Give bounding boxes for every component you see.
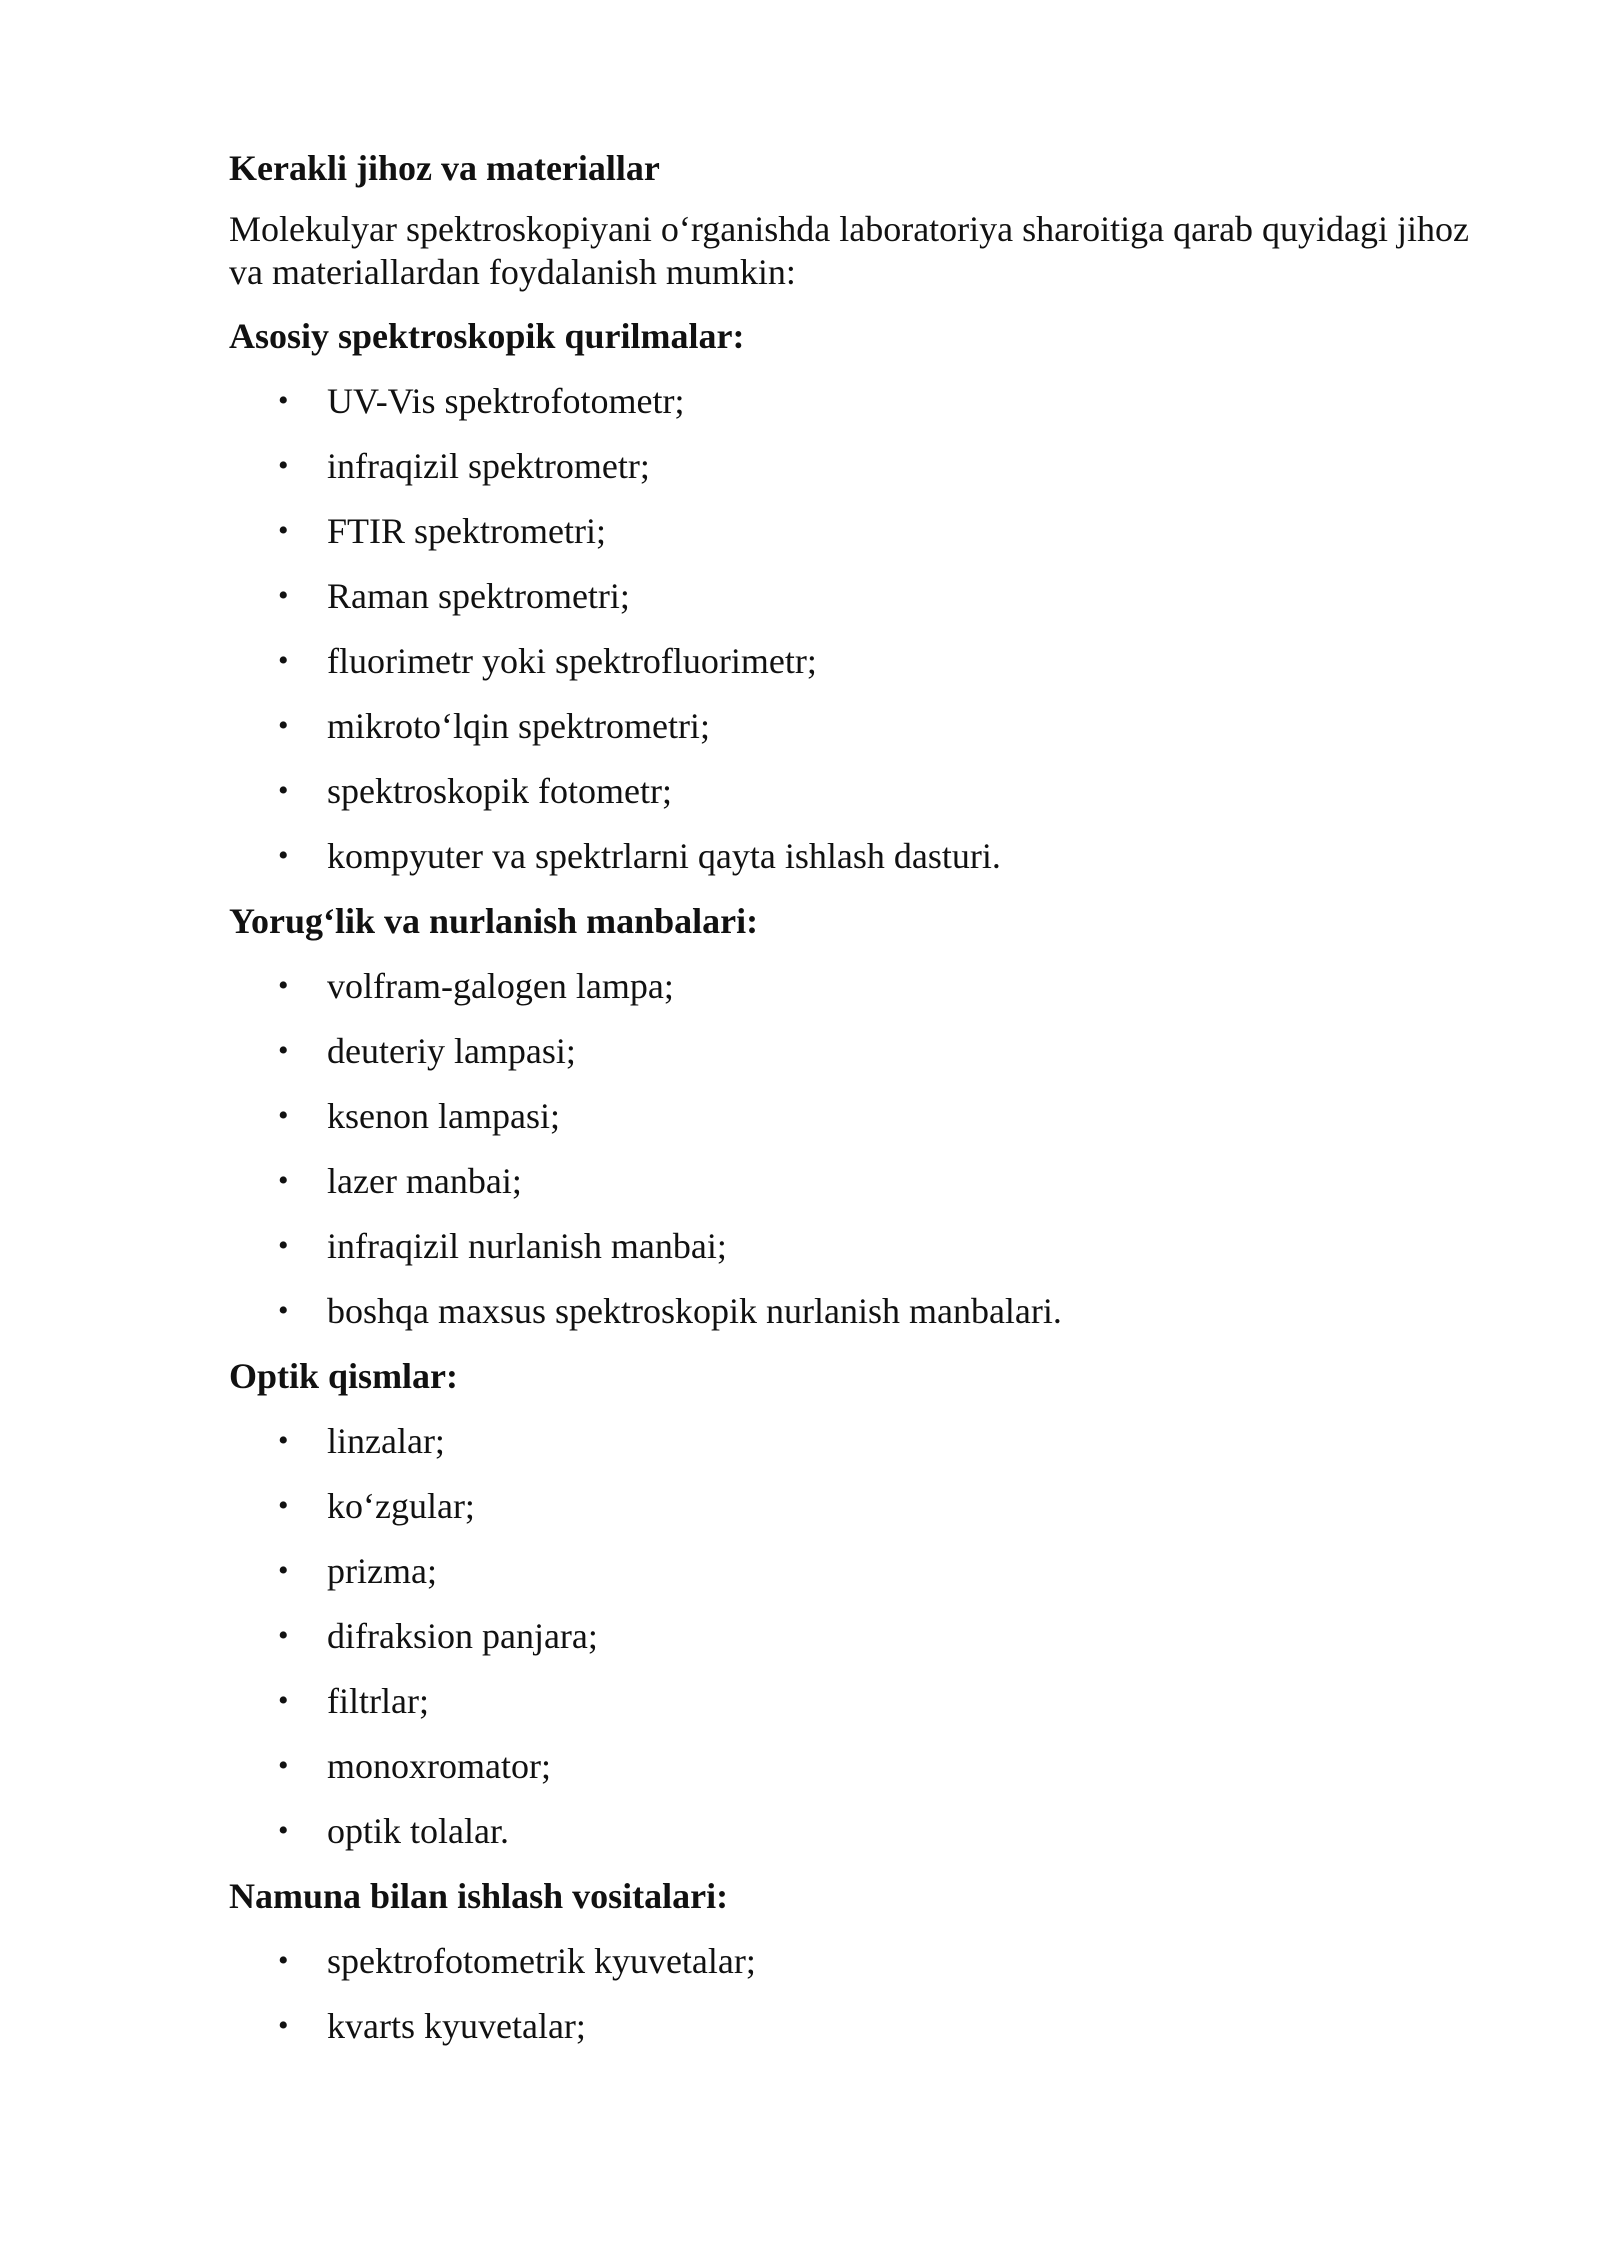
list-item-text: monoxromator; [327, 1746, 551, 1786]
list-item-text: difraksion panjara; [327, 1616, 598, 1656]
bullet-icon: • [278, 449, 289, 482]
list-item-text: prizma; [327, 1551, 437, 1591]
list-item-text: kompyuter va spektrlarni qayta ishlash dasturi. [327, 836, 1001, 876]
list-item [229, 509, 1469, 553]
bullet-list [229, 1939, 1469, 2048]
section-title: Optik qismlar: [229, 1356, 459, 1396]
list-item [229, 574, 1469, 618]
bullet-icon: • [278, 1749, 289, 1782]
list-item [229, 1289, 1469, 1333]
list-item [229, 639, 1469, 683]
bullet-icon: • [278, 839, 289, 872]
list-item [229, 964, 1469, 1008]
list-item-text: volfram-galogen lampa; [327, 966, 674, 1006]
list-item [229, 834, 1469, 878]
bullet-icon: • [278, 1684, 289, 1717]
list-item-text: deuteriy lampasi; [327, 1031, 576, 1071]
bullet-icon: • [278, 1034, 289, 1067]
list-item [229, 2004, 1469, 2048]
list-item-text: infraqizil spektrometr; [327, 446, 650, 486]
list-item-text: UV-Vis spektrofotometr; [327, 381, 685, 421]
bullet-icon: • [278, 774, 289, 807]
list-item [229, 1159, 1469, 1203]
list-item [229, 1744, 1469, 1788]
bullet-icon: • [278, 1229, 289, 1262]
list-item [229, 1029, 1469, 1073]
bullet-icon: • [278, 1489, 289, 1522]
list-item-text: ko‘zgular; [327, 1486, 475, 1526]
list-item [229, 1094, 1469, 1138]
list-item [229, 379, 1469, 423]
bullet-icon: • [278, 1619, 289, 1652]
bullet-icon: • [278, 1424, 289, 1457]
list-item-text: spektrofotometrik kyuvetalar; [327, 1941, 756, 1981]
page-title: Kerakli jihoz va materiallar [229, 148, 660, 188]
intro-paragraph: Molekulyar spektroskopiyani o‘rganishda laboratoriya sharoitiga qarab quyidagi jihoz va materiallardan foydalanish mumkin: [229, 209, 1470, 292]
bullet-icon: • [278, 644, 289, 677]
bullet-icon: • [278, 969, 289, 1002]
bullet-icon: • [278, 1814, 289, 1847]
list-item [229, 1614, 1469, 1658]
list-item-text: infraqizil nurlanish manbai; [327, 1226, 727, 1266]
bullet-list [229, 1419, 1469, 1853]
list-item-text: boshqa maxsus spektroskopik nurlanish manbalari. [327, 1291, 1062, 1331]
bullet-icon: • [278, 579, 289, 612]
section-title: Yorug‘lik va nurlanish manbalari: [229, 901, 759, 941]
list-item-text: Raman spektrometri; [327, 576, 630, 616]
list-item-text: spektroskopik fotometr; [327, 771, 672, 811]
list-item-text: ksenon lampasi; [327, 1096, 560, 1136]
sections-container [229, 314, 1469, 2048]
list-item [229, 1939, 1469, 1983]
bullet-icon: • [278, 514, 289, 547]
bullet-icon: • [278, 384, 289, 417]
list-item-text: optik tolalar. [327, 1811, 509, 1851]
list-item-text: linzalar; [327, 1421, 445, 1461]
list-item-text: filtrlar; [327, 1681, 429, 1721]
list-item [229, 1679, 1469, 1723]
section-title: Namuna bilan ishlash vositalari: [229, 1876, 729, 1916]
list-item [229, 1484, 1469, 1528]
bullet-icon: • [278, 1099, 289, 1132]
bullet-list [229, 964, 1469, 1333]
list-item [229, 1224, 1469, 1268]
bullet-icon: • [278, 1944, 289, 1977]
list-item-text: lazer manbai; [327, 1161, 522, 1201]
bullet-icon: • [278, 2009, 289, 2042]
document-page [229, 146, 1469, 2069]
list-item-text: kvarts kyuvetalar; [327, 2006, 586, 2046]
list-item [229, 1419, 1469, 1463]
list-item [229, 769, 1469, 813]
list-item-text: mikroto‘lqin spektrometri; [327, 706, 710, 746]
bullet-list [229, 379, 1469, 878]
list-item [229, 704, 1469, 748]
list-item [229, 444, 1469, 488]
list-item [229, 1549, 1469, 1593]
bullet-icon: • [278, 1294, 289, 1327]
list-item [229, 1809, 1469, 1853]
section-title: Asosiy spektroskopik qurilmalar: [229, 316, 745, 356]
list-item-text: fluorimetr yoki spektrofluorimetr; [327, 641, 817, 681]
bullet-icon: • [278, 709, 289, 742]
bullet-icon: • [278, 1554, 289, 1587]
bullet-icon: • [278, 1164, 289, 1197]
list-item-text: FTIR spektrometri; [327, 511, 606, 551]
